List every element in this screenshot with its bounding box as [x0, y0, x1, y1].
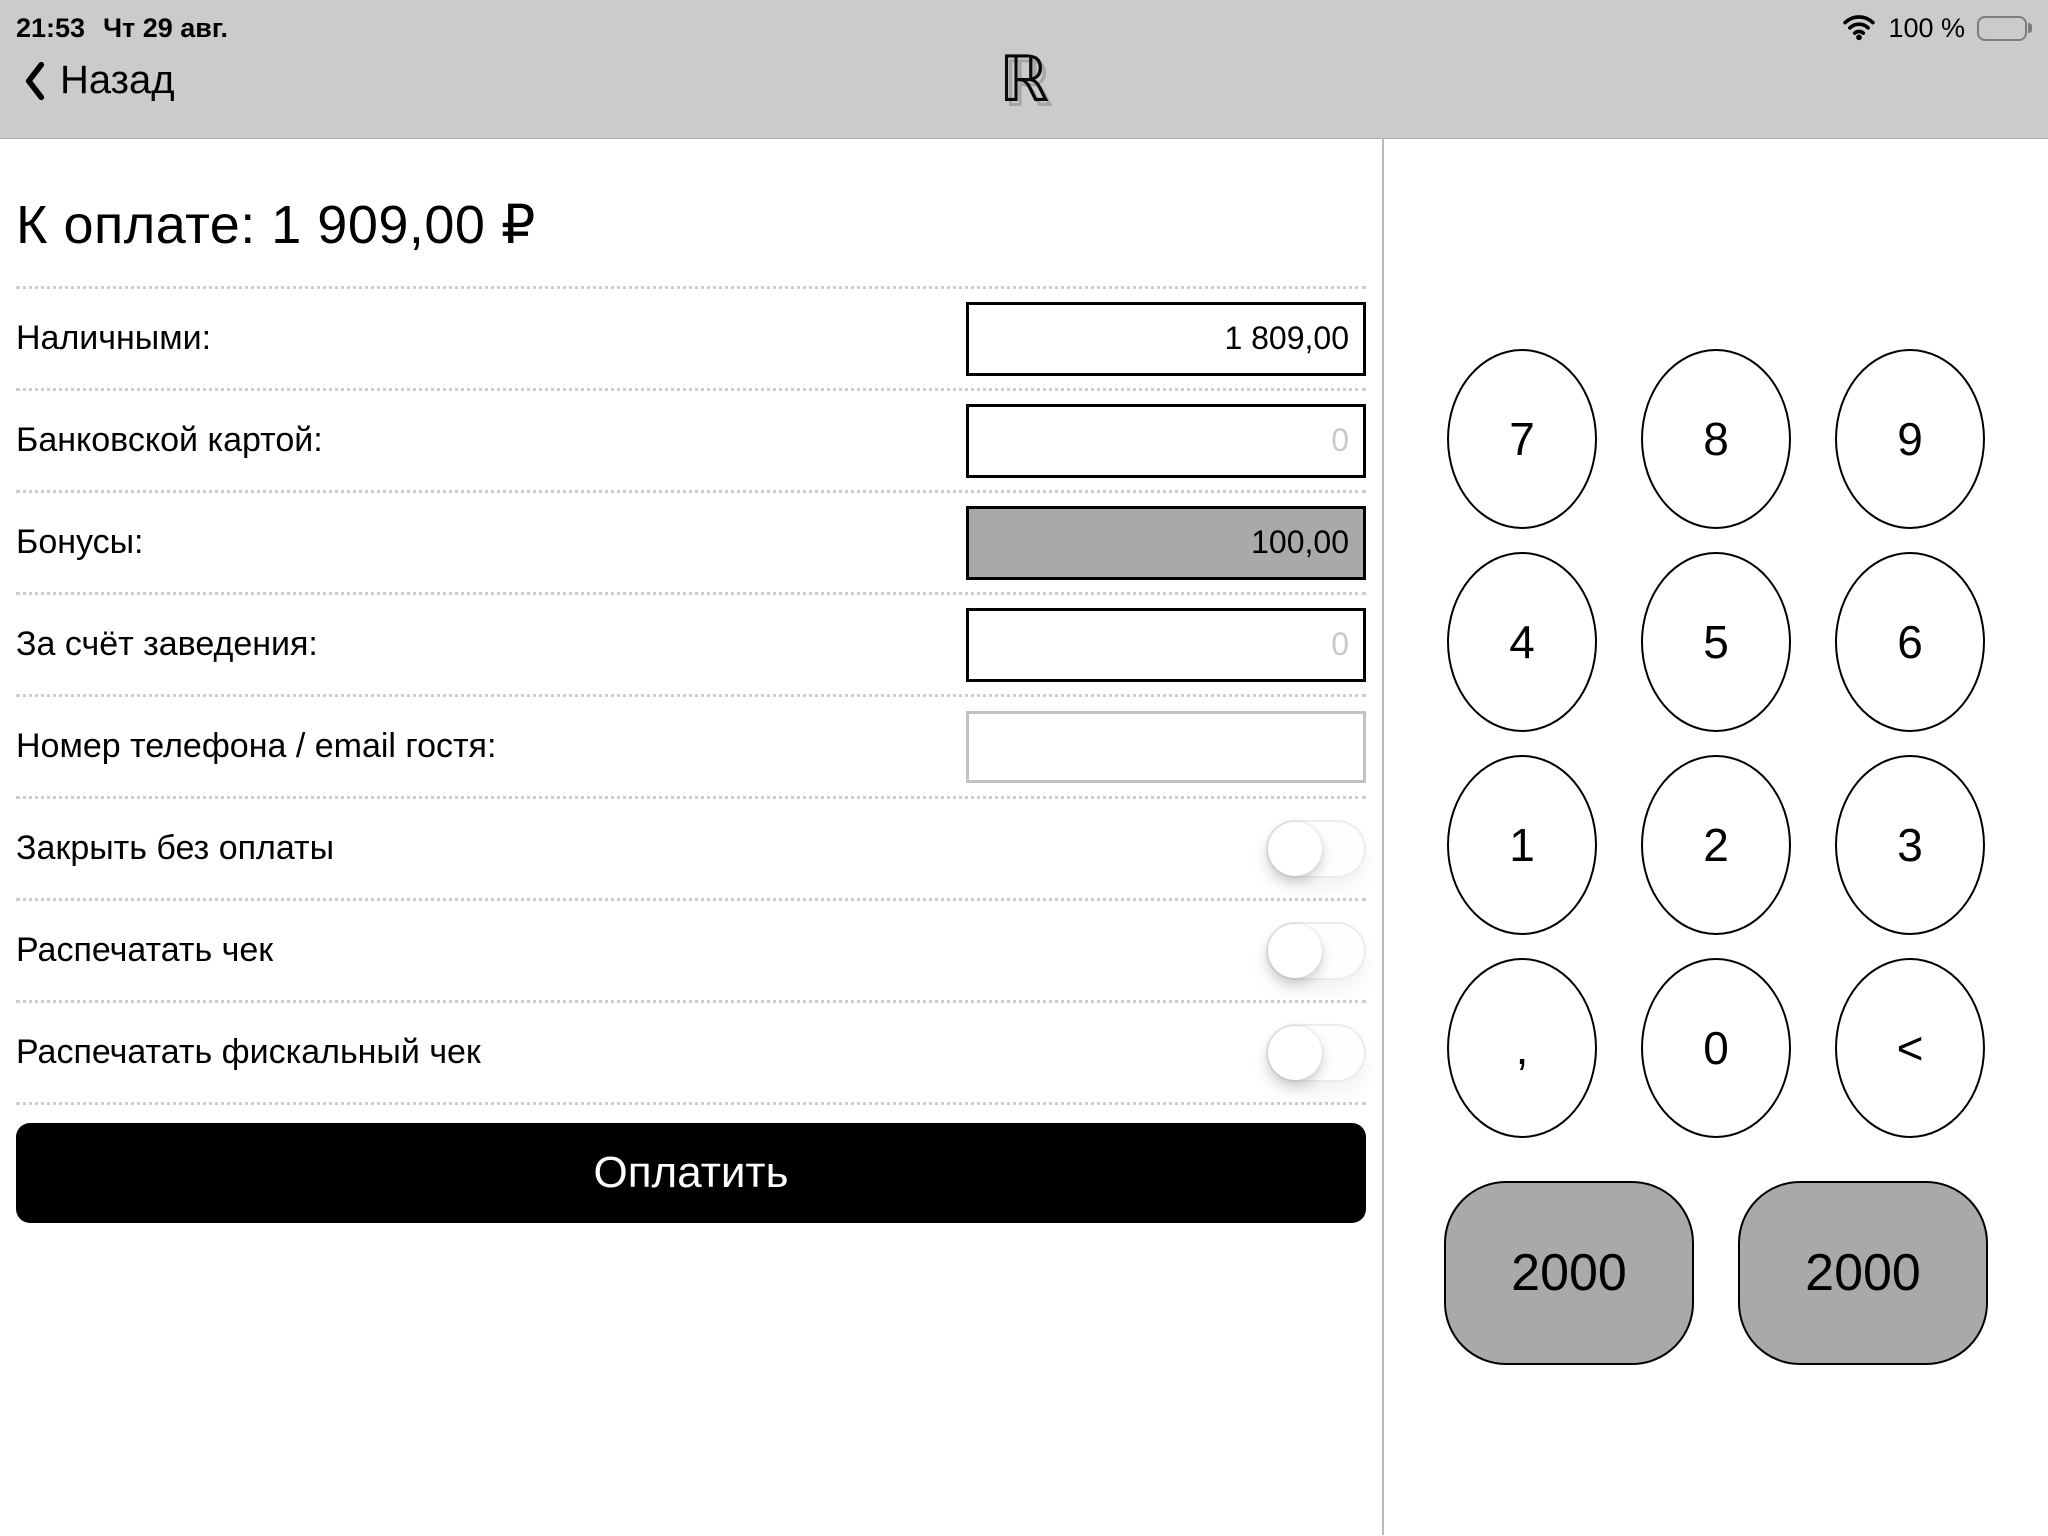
bonuses-input[interactable] [966, 506, 1366, 580]
keypad-key-6[interactable]: 6 [1835, 552, 1985, 732]
guest-contact-label: Номер телефона / email гостя: [16, 727, 497, 765]
on-the-house-input[interactable] [966, 608, 1366, 682]
keypad-key-1[interactable]: 1 [1447, 755, 1597, 935]
toggle-knob [1268, 924, 1322, 978]
battery-icon [1977, 16, 2032, 41]
cash-value: 1 809,00 [1224, 320, 1349, 356]
cash-label: Наличными: [16, 319, 212, 357]
row-close-without-payment [16, 799, 1366, 901]
keypad-key-9[interactable]: 9 [1835, 349, 1985, 529]
preset-2000-button-left[interactable]: 2000 [1444, 1181, 1694, 1365]
bank-card-placeholder: 0 [1331, 422, 1349, 458]
keypad-key-0[interactable]: 0 [1641, 958, 1791, 1138]
status-bar [0, 0, 2048, 46]
keypad-key-backspace[interactable]: < [1835, 958, 1985, 1138]
bank-card-input[interactable] [966, 404, 1366, 478]
print-receipt-toggle[interactable] [1266, 922, 1366, 980]
cash-input[interactable] [966, 302, 1366, 376]
keypad-key-5[interactable]: 5 [1641, 552, 1791, 732]
bonuses-value: 100,00 [1251, 524, 1349, 560]
status-time: 21:53 [16, 12, 86, 43]
print-receipt-label: Распечатать чек [16, 931, 274, 969]
pay-button[interactable]: Оплатить [16, 1123, 1366, 1223]
keypad-key-7[interactable]: 7 [1447, 349, 1597, 529]
bank-card-label: Банковской картой: [16, 421, 323, 459]
row-cash [16, 289, 1366, 391]
back-label: Назад [60, 58, 175, 102]
keypad-key-4[interactable]: 4 [1447, 552, 1597, 732]
keypad-key-8[interactable]: 8 [1641, 349, 1791, 529]
print-fiscal-receipt-toggle[interactable] [1266, 1024, 1366, 1082]
close-without-payment-label: Закрыть без оплаты [16, 829, 335, 867]
on-the-house-label: За счёт заведения: [16, 625, 318, 663]
keypad-row [1447, 349, 1985, 529]
numeric-keypad [1384, 139, 2048, 1535]
toggle-knob [1268, 1026, 1322, 1080]
content [0, 139, 2048, 1535]
payment-rows [16, 286, 1366, 1105]
preset-row [1444, 1181, 1988, 1365]
amount-due-title: К оплате: 1 909,00 ₽ [16, 195, 536, 255]
keypad-row [1447, 958, 1985, 1138]
keypad-row [1447, 552, 1985, 732]
row-print-fiscal-receipt [16, 1003, 1366, 1105]
payment-panel [0, 139, 1384, 1535]
status-date: Чт 29 авг. [103, 12, 228, 43]
guest-contact-input[interactable] [966, 711, 1366, 783]
keypad-key-comma[interactable]: , [1447, 958, 1597, 1138]
status-left [16, 13, 228, 44]
on-the-house-placeholder: 0 [1331, 626, 1349, 662]
keypad-key-3[interactable]: 3 [1835, 755, 1985, 935]
row-on-the-house [16, 595, 1366, 697]
header [0, 0, 2048, 139]
toggle-knob [1268, 822, 1322, 876]
wifi-icon [1842, 15, 1876, 41]
preset-2000-button-right[interactable]: 2000 [1738, 1181, 1988, 1365]
print-fiscal-receipt-label: Распечатать фискальный чек [16, 1033, 481, 1071]
row-bank-card [16, 391, 1366, 493]
status-right [1842, 13, 2032, 44]
row-guest-contact [16, 697, 1366, 799]
keypad-key-2[interactable]: 2 [1641, 755, 1791, 935]
back-button[interactable] [22, 58, 175, 103]
r-logo-icon: ℝ [998, 43, 1050, 117]
row-print-receipt [16, 901, 1366, 1003]
bonuses-label: Бонусы: [16, 523, 144, 561]
back-chevron-icon [22, 61, 48, 101]
close-without-payment-toggle[interactable] [1266, 820, 1366, 878]
battery-percent: 100 % [1888, 12, 1965, 43]
keypad-row [1447, 755, 1985, 935]
row-bonuses [16, 493, 1366, 595]
